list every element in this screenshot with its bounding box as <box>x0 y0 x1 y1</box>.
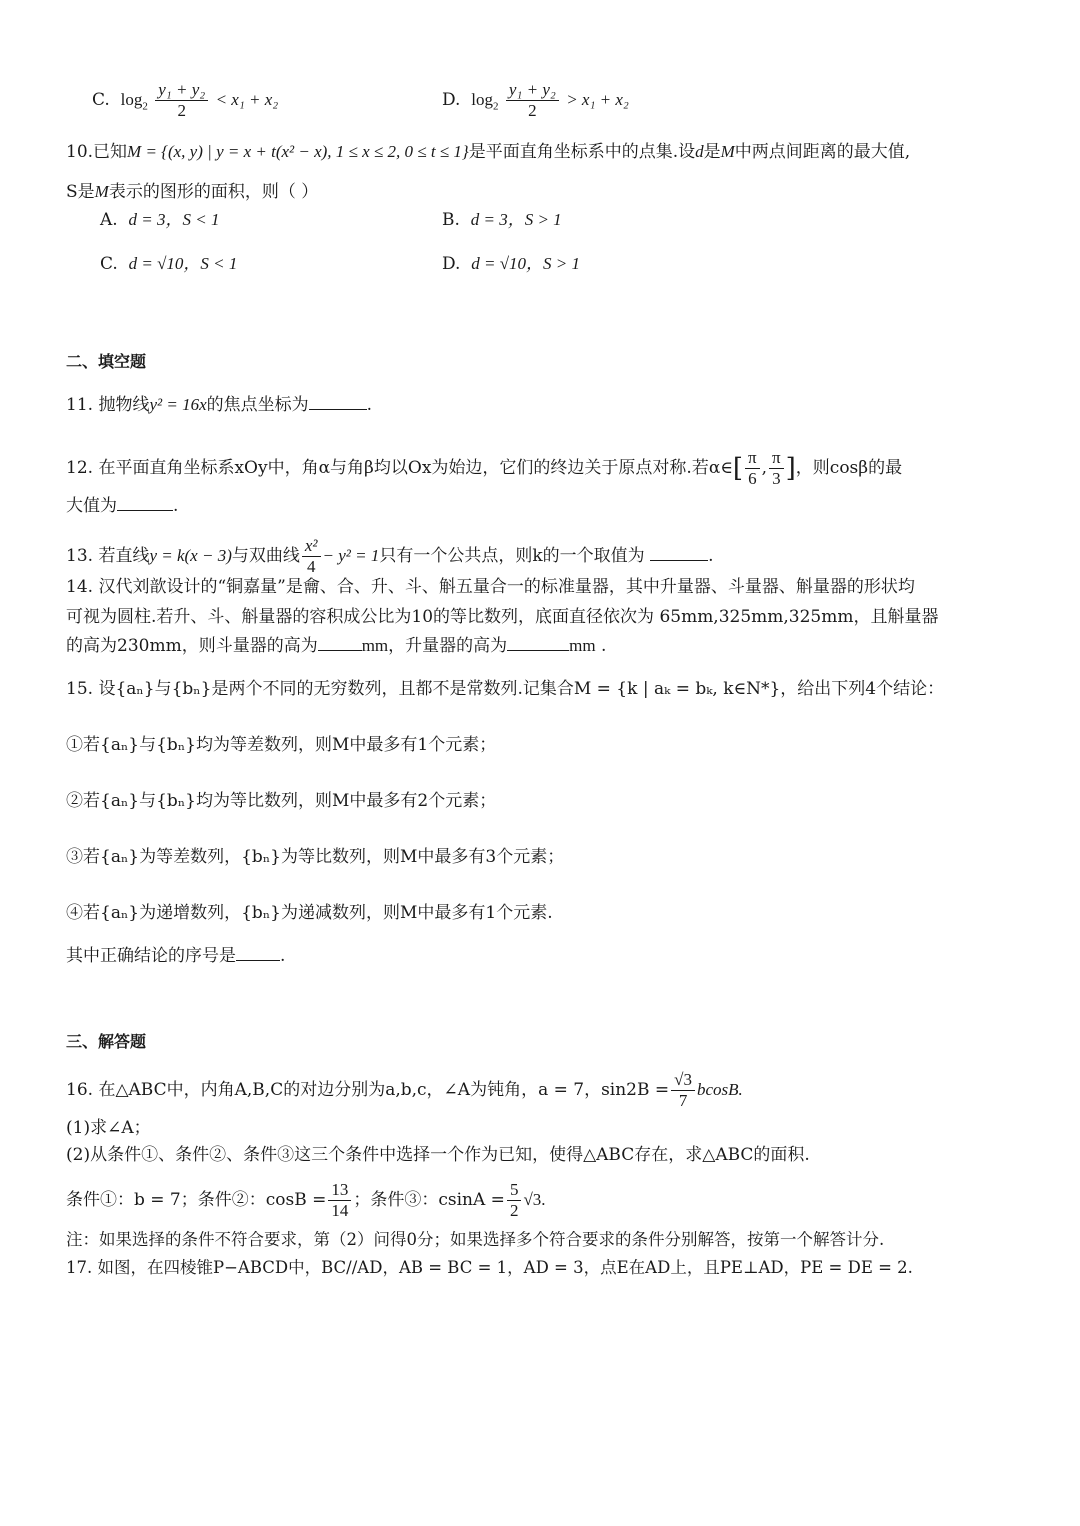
q16-part2: (2)从条件①、条件②、条件③这三个条件中选择一个作为已知，使得△ABC存在，求△ABC的面积. <box>66 1145 810 1165</box>
q13-expr1: y = k(x − 3) <box>149 546 232 565</box>
q11 <box>66 393 372 417</box>
q12-answer-blank <box>117 494 173 511</box>
q13-text-a: 若直线 <box>98 546 150 566</box>
q10-text1b: 是平面直角坐标系中的点集.设 <box>468 142 696 162</box>
q16-line1a: 在△ABC中，内角A,B,C的对边分别为a,b,c，∠A为钝角，a = 7，sin2B = <box>98 1080 670 1100</box>
q10-option-c <box>100 252 237 276</box>
q11-expr: y² = 16x <box>149 395 207 414</box>
q16-cond-a: 条件①：b = 7；条件②：cosB = <box>66 1190 327 1210</box>
q10-text1c: 是 <box>703 142 721 162</box>
q10-set-expr: M = {(x, y) | y = x + t(x² − x), 1 ≤ x ≤ 2, 0 ≤ t ≤ 1} <box>127 142 469 161</box>
q14-unit1: mm <box>361 636 389 655</box>
q10-text2a: S是 <box>66 182 95 202</box>
q10-var-m-2: M <box>94 182 109 201</box>
q9-c-rel: < x₁ + x₂ <box>215 90 279 109</box>
q16-cond-frac1-den: 14 <box>331 1201 349 1220</box>
q15-number: 15. <box>66 679 94 699</box>
q13-text-c: 只有一个公共点，则k的一个取值为 <box>379 546 645 566</box>
q14-line3b: ，升量器的高为 <box>388 636 508 656</box>
q12-frac2-num: π <box>769 448 784 469</box>
q13-number: 13. <box>66 546 94 566</box>
q10-option-d <box>442 252 580 276</box>
q16-line1b: bcosB. <box>696 1080 743 1099</box>
q16-frac-den: 7 <box>678 1091 688 1110</box>
q12-line2-text: 大值为 <box>66 496 117 516</box>
q15-answer-blank <box>236 944 280 961</box>
q10-line2 <box>66 180 318 204</box>
q14-line1 <box>66 575 915 599</box>
q10-a-text: d = 3，S < 1 <box>128 210 220 229</box>
q9-d-den: 2 <box>528 101 537 120</box>
q12-line2 <box>66 494 178 518</box>
q16-cond-frac1 <box>328 1180 351 1221</box>
q16-cond-b: ；条件③：csinA = <box>353 1190 505 1210</box>
q10-c-text: d = √10，S < 1 <box>128 254 238 273</box>
q16-frac-num: √3 <box>671 1070 695 1091</box>
q13-answer-blank <box>650 544 708 561</box>
q11-answer-blank <box>309 393 367 410</box>
q15-item-3: ③若{aₙ}为等差数列，{bₙ}为等比数列，则M中最多有3个元素； <box>66 847 565 867</box>
q11-number: 11. <box>66 395 94 415</box>
q16-number: 16. <box>66 1080 94 1100</box>
q9-d-label: D. <box>442 90 461 110</box>
q13-frac-num: x² <box>302 536 321 557</box>
q15-item-1: ①若{aₙ}与{bₙ}均为等差数列，则M中最多有1个元素； <box>66 735 497 755</box>
q10-d-label: D. <box>442 254 461 274</box>
q10-var-m: M <box>720 142 735 161</box>
section-2-title: 二、填空题 <box>66 352 147 371</box>
q9-d-num: y₁ + y₂ <box>506 80 559 101</box>
q9-d-base: 2 <box>492 100 499 113</box>
q14-number: 14. <box>66 577 94 597</box>
q9-d-rel: > x₁ + x₂ <box>566 90 629 109</box>
q13 <box>66 536 713 577</box>
q12-line1-end: ，则cosβ的最 <box>795 458 903 478</box>
q12-bracket-open: [ <box>732 453 744 484</box>
q9-d-fraction <box>506 80 559 121</box>
q17 <box>66 1256 913 1280</box>
q10-var-d: d <box>695 142 704 161</box>
section-3-title: 三、解答题 <box>66 1032 147 1051</box>
q10-line1 <box>66 140 910 164</box>
q13-frac <box>302 536 321 577</box>
q14-line2: 可视为圆柱.若升、斗、斛量器的容积成公比为10的等比数列，底面直径依次为 65mm,325mm,325mm，且斛量器 <box>66 607 939 627</box>
q10-d-text: d = √10，S > 1 <box>471 254 581 273</box>
q13-end: . <box>708 546 714 566</box>
q16-cond-frac2-num: 5 <box>507 1180 522 1201</box>
q17-number: 17. <box>66 1258 93 1277</box>
q12-frac1 <box>745 448 760 489</box>
q16-conditions <box>66 1180 546 1221</box>
q10-text2b: 表示的图形的面积，则（ ） <box>108 182 319 202</box>
q10-c-label: C. <box>100 254 118 274</box>
q17-text: 如图，在四棱锥P−ABCD中，BC//AD，AB = BC = 1，AD = 3，点E在AD上，且PE⊥AD，PE = DE = 2. <box>97 1258 913 1277</box>
q16-frac <box>671 1070 695 1111</box>
q15-intro <box>66 677 944 701</box>
q11-text-a: 抛物线 <box>98 395 150 415</box>
q12-number: 12. <box>66 458 94 478</box>
q12-frac2 <box>769 448 784 489</box>
q9-c-num: y₁ + y₂ <box>155 80 208 101</box>
q12-line1: 12. 在平面直角坐标系xOy中，角α与角β均以Ox为始边，它们的终边关于原点对称.若α∈[ $\frac{\pi}{6}$ , $\frac{\pi}{3}$ ]，则cosβ的最 <box>66 448 903 488</box>
q10-b-label: B. <box>442 210 460 230</box>
q9-option-d <box>442 80 629 121</box>
q10-text1a: 已知 <box>93 142 128 162</box>
q10-option-a <box>100 208 219 232</box>
q9-c-den: 2 <box>177 101 186 120</box>
q9-c-log: log <box>120 90 143 109</box>
q11-end: . <box>366 395 373 415</box>
q10-text1d: 中两点间距离的最大值, <box>734 142 911 162</box>
q9-c-base: 2 <box>142 100 148 113</box>
q10-b-text: d = 3，S > 1 <box>470 210 562 229</box>
q9-d-log: log <box>471 90 493 109</box>
q13-frac-den: 4 <box>306 557 316 576</box>
q10-number: 10. <box>66 142 94 162</box>
q15-end: . <box>280 946 286 966</box>
q14-blank-1 <box>318 634 362 651</box>
q16-part1: (1)求∠A； <box>66 1118 151 1138</box>
q12-end: . <box>173 496 179 516</box>
q16-cond-c: √3. <box>523 1190 546 1209</box>
q9-c-label: C. <box>92 90 110 110</box>
q12-line1-text: 在平面直角坐标系xOy中，角α与角β均以Ox为始边，它们的终边关于原点对称.若α∈ <box>98 458 733 478</box>
q12-frac1-den: 6 <box>748 469 757 488</box>
q12-frac1-num: π <box>745 448 760 469</box>
q14-unit2: mm <box>569 636 596 655</box>
q16-line1 <box>66 1070 743 1111</box>
q15-ask <box>66 944 285 968</box>
q15-intro-text: 设{aₙ}与{bₙ}是两个不同的无穷数列，且都不是常数列.记集合M = {k | aₖ = bₖ, k∈N*}，给出下列4个结论： <box>98 679 945 699</box>
q16-note: 注：如果选择的条件不符合要求，第（2）问得0分；如果选择多个符合要求的条件分别解答，按第一个解答计分. <box>66 1230 885 1249</box>
q13-expr2: − y² = 1 <box>322 546 380 565</box>
q16-cond-frac2 <box>507 1180 522 1221</box>
q13-text-b: 与双曲线 <box>231 546 300 566</box>
q16-cond-frac2-den: 2 <box>509 1201 519 1220</box>
q14-blank-2 <box>507 634 569 651</box>
q10-a-label: A. <box>100 210 118 230</box>
q12-bracket-close: ] <box>785 453 796 484</box>
q10-option-b <box>442 208 562 232</box>
q16-cond-frac1-num: 13 <box>328 1180 351 1201</box>
q12-frac2-den: 3 <box>772 469 781 488</box>
q14-line3 <box>66 634 606 658</box>
q9-option-c <box>92 80 278 121</box>
q15-item-4: ④若{aₙ}为递增数列，{bₙ}为递减数列，则M中最多有1个元素. <box>66 903 553 923</box>
q15-ask-text: 其中正确结论的序号是 <box>66 946 236 966</box>
q14-line3a: 的高为230mm，则斗量器的高为 <box>66 636 318 656</box>
q15-item-2: ②若{aₙ}与{bₙ}均为等比数列，则M中最多有2个元素； <box>66 791 497 811</box>
q9-c-fraction <box>155 80 208 121</box>
q14-line1-text: 汉代刘歆设计的“铜嘉量”是龠、合、升、斗、斛五量合一的标准量器，其中升量器、斗量器、斛量器的形状均 <box>98 577 915 597</box>
q14-end: . <box>601 636 607 656</box>
q11-text-b: 的焦点坐标为 <box>206 395 309 415</box>
